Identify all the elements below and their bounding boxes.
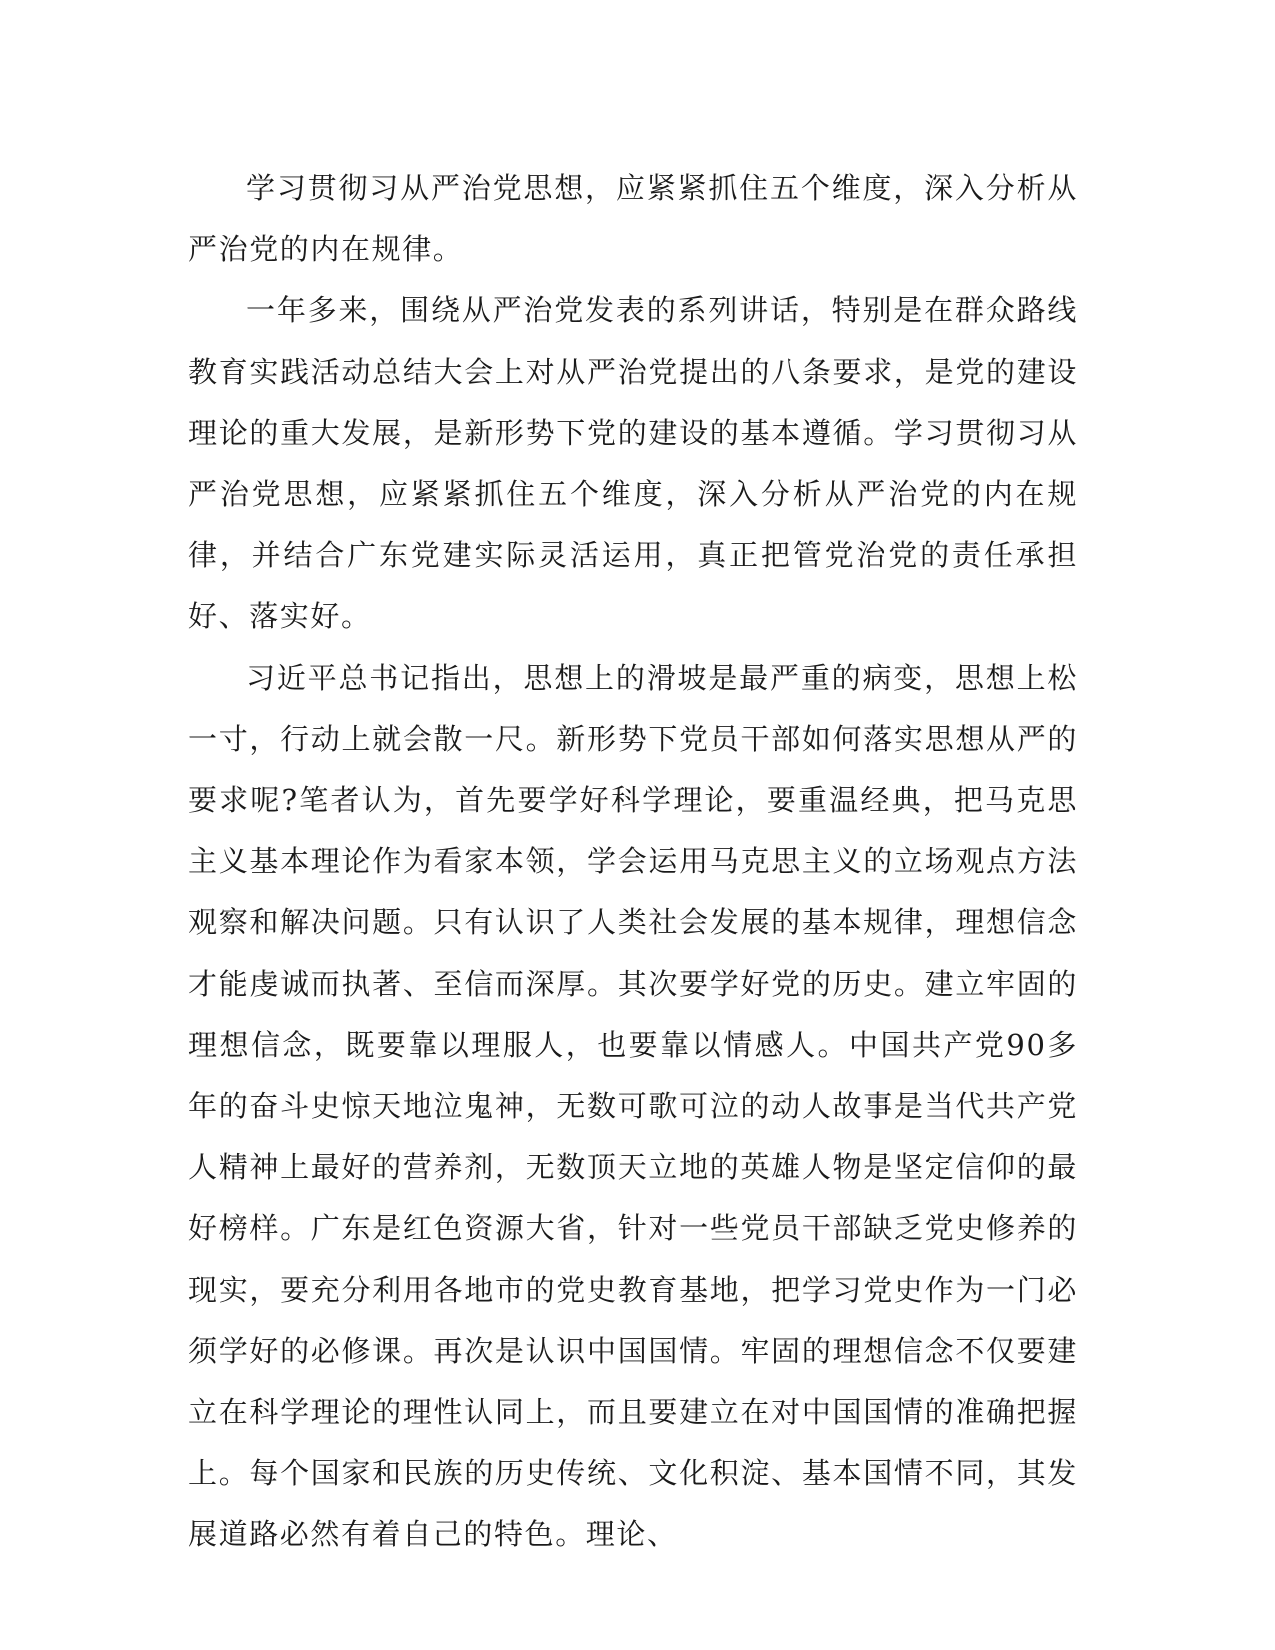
paragraph-2: 一年多来，围绕从严治党发表的系列讲话，特别是在群众路线教育实践活动总结大会上对从严治党提出的八条要求，是党的建设理论的重大发展，是新形势下党的建设的基本遵循。学习贯彻习从严治党思想，应紧紧抓住五个维度，深入分析从严治党的内在规律，并结合广东党建实际灵活运用，真正把管党治党的责任承担好、落实好。 — [188, 293, 1078, 634]
paragraph-3: 习近平总书记指出，思想上的滑坡是最严重的病变，思想上松一寸，行动上就会散一尺。新形势下党员干部如何落实思想从严的要求呢?笔者认为，首先要学好科学理论，要重温经典，把马克思主义基本理论作为看家本领，学会运用马克思主义的立场观点方法观察和解决问题。只有认识了人类社会发展的基本规律，理想信念才能虔诚而执著、至信而深厚。其次要学好党的历史。建立牢固的理想信念，既要靠以理服人，也要靠以情感人。中国共产党90多年的奋斗史惊天地泣鬼神，无数可歌可泣的动人故事是当代共产党人精神上最好的营养剂，无数顶天立地的英雄人物是坚定信仰的最好榜样。广东是红色资源大省，针对一些党员干部缺乏党史修养的现实，要充分利用各地市的党史教育基地，把学习党史作为一门必须学好的必修课。再次是认识中国国情。牢固的理想信念不仅要建立在科学理论的理性认同上，而且要建立在对中国国情的准确把握上。每个国家和民族的历史传统、文化积淀、基本国情不同，其发展道路必然有着自己的特色。理论、 — [188, 660, 1078, 1552]
document-body — [188, 158, 1078, 1566]
paragraph-1: 学习贯彻习从严治党思想，应紧紧抓住五个维度，深入分析从严治党的内在规律。 — [188, 171, 1078, 267]
